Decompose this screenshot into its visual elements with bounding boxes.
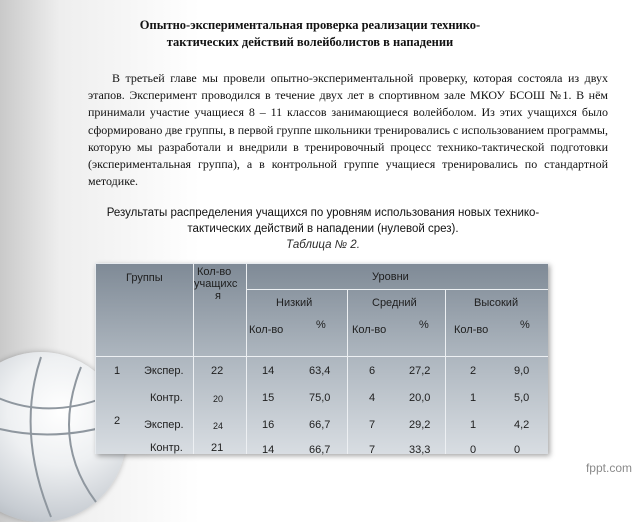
table-caption: [86, 205, 560, 253]
row-high-percent: 4,2: [514, 419, 530, 431]
row-mid-count: 6: [369, 365, 376, 377]
row-mid-count: 7: [369, 444, 376, 456]
row-count: 20: [213, 394, 224, 404]
row-high-percent: 9,0: [514, 365, 530, 377]
table-divider: [96, 356, 548, 357]
row-mid-percent: 20,0: [409, 392, 431, 404]
row-group: Контр.: [150, 392, 183, 404]
row-low-count: 14: [262, 444, 275, 456]
row-low-count: 16: [262, 419, 275, 431]
row-group: Экспер.: [144, 365, 184, 377]
stage-2: 2: [114, 415, 121, 427]
row-count: 22: [211, 365, 224, 377]
table-number: Таблица № 2.: [286, 239, 360, 251]
row-high-count: 1: [470, 392, 477, 404]
row-mid-percent: 33,3: [409, 444, 431, 456]
row-low-percent: 66,7: [309, 419, 331, 431]
mid-count-header: Кол-во: [352, 324, 387, 336]
row-mid-percent: 29,2: [409, 419, 431, 431]
row-count: 24: [213, 421, 224, 431]
row-high-count: 1: [470, 419, 477, 431]
row-low-count: 15: [262, 392, 275, 404]
row-low-percent: 63,4: [309, 365, 331, 377]
level-low: Низкий: [276, 297, 313, 309]
row-mid-percent: 27,2: [409, 365, 431, 377]
count-header-line-2: учащихс: [194, 278, 238, 290]
level-high: Высокий: [474, 297, 519, 309]
table-divider: [247, 289, 548, 290]
table-divider: [445, 289, 446, 454]
results-table: [95, 263, 548, 454]
count-header-line-1: Кол-во: [197, 266, 232, 278]
row-group: Экспер.: [144, 419, 184, 431]
body-paragraph: В третьей главе мы провели опытно-экспериментальной проверку, которая состояла из двух этапов. Эксперимент проводился в течение двух лет в спортивном зале МКОУ БСОШ №1. В нём принимали участие учащиеся 8 – 11 классов занимающиеся волейболом. Из этих учащихся было сформировано две группы, в первой группе школьники тренировались с использованием программы, которую мы разработали и внедрили в тренировочный процесс технико-тактической подготовки (экспериментальная группа), а в контрольной группе учащиеся тренировались по стандартной методике.: [88, 71, 608, 189]
row-high-count: 2: [470, 365, 477, 377]
row-low-percent: 66,7: [309, 444, 331, 456]
table-divider: [246, 264, 247, 454]
row-high-percent: 0: [514, 444, 521, 456]
high-percent-header: %: [520, 319, 530, 331]
row-low-count: 14: [262, 365, 275, 377]
table-divider: [193, 264, 194, 454]
row-high-percent: 5,0: [514, 392, 530, 404]
row-count: 21: [211, 442, 224, 454]
row-mid-count: 7: [369, 419, 376, 431]
mid-percent-header: %: [419, 319, 429, 331]
levels-header: Уровни: [372, 271, 409, 283]
caption-line-2: тактических действий в нападении (нулевой срез).: [187, 223, 459, 235]
row-group: Контр.: [150, 442, 183, 454]
stage-1: 1: [114, 365, 121, 377]
row-mid-count: 4: [369, 392, 376, 404]
level-mid: Средний: [372, 297, 417, 309]
row-high-count: 0: [470, 444, 477, 456]
watermark: fppt.com: [585, 461, 632, 475]
high-count-header: Кол-во: [454, 324, 489, 336]
row-low-percent: 75,0: [309, 392, 331, 404]
title-line-1: Опытно-экспериментальная проверка реализации технико-: [139, 18, 481, 32]
table-divider: [347, 289, 348, 454]
low-percent-header: %: [316, 319, 326, 331]
page-title: [80, 17, 540, 51]
count-header-line-3: я: [215, 290, 221, 302]
caption-line-1: Результаты распределения учащихся по уровням использования новых технико-: [106, 207, 540, 219]
title-line-2: тактических действий волейболистов в нападении: [166, 35, 454, 49]
groups-header: Группы: [126, 272, 163, 284]
low-count-header: Кол-во: [249, 324, 284, 336]
